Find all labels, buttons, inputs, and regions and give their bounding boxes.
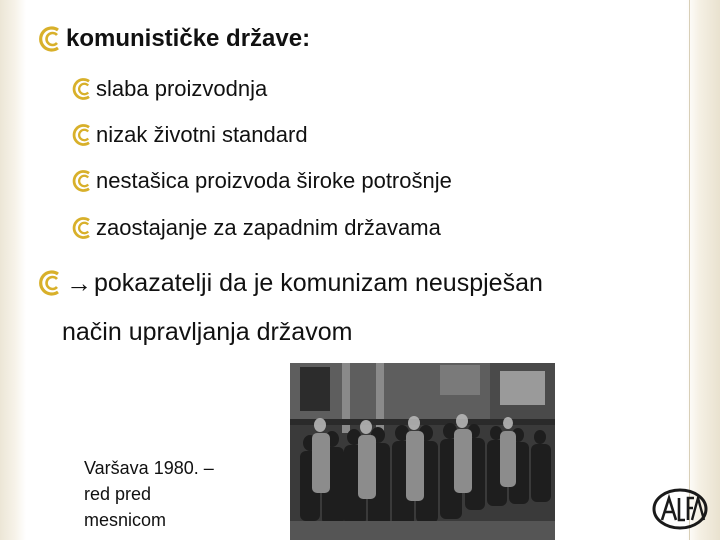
right-edge-line <box>689 0 690 540</box>
queue-photo-illustration <box>290 363 555 540</box>
caption-line: Varšava 1980. – <box>84 458 214 478</box>
subitem <box>70 215 441 241</box>
right-edge-decoration <box>686 0 720 540</box>
subitem <box>70 168 452 194</box>
queue-photo <box>290 363 555 540</box>
subitem-text: nestašica proizvoda široke potrošnje <box>96 168 452 193</box>
subitem-text: zaostajanje za zapadnim državama <box>96 215 441 240</box>
bullet-icon <box>70 76 96 102</box>
bullet-icon <box>70 122 96 148</box>
subitem <box>70 76 267 102</box>
arrow-right-icon: → <box>66 268 92 298</box>
bullet-icon <box>70 215 96 241</box>
photo-caption <box>84 455 274 533</box>
subitem-text: nizak životni standard <box>96 122 308 147</box>
conclusion-text-line2: način upravljanja državom <box>62 318 353 346</box>
heading-text: komunističke države: <box>66 25 311 52</box>
subitem <box>70 122 308 148</box>
bullet-icon <box>36 24 66 54</box>
alfa-publisher-logo-icon <box>652 488 708 530</box>
left-edge-decoration <box>0 0 26 540</box>
caption-line: red pred <box>84 484 152 504</box>
subitem-text: slaba proizvodnja <box>96 76 268 101</box>
conclusion-text-line1: pokazatelji da je komunizam neuspješan <box>94 268 543 297</box>
bullet-heading <box>36 24 310 54</box>
bullet-icon <box>70 168 96 194</box>
bullet-icon <box>36 268 66 298</box>
bullet-conclusion <box>36 268 543 298</box>
caption-line: mesnicom <box>84 510 167 530</box>
